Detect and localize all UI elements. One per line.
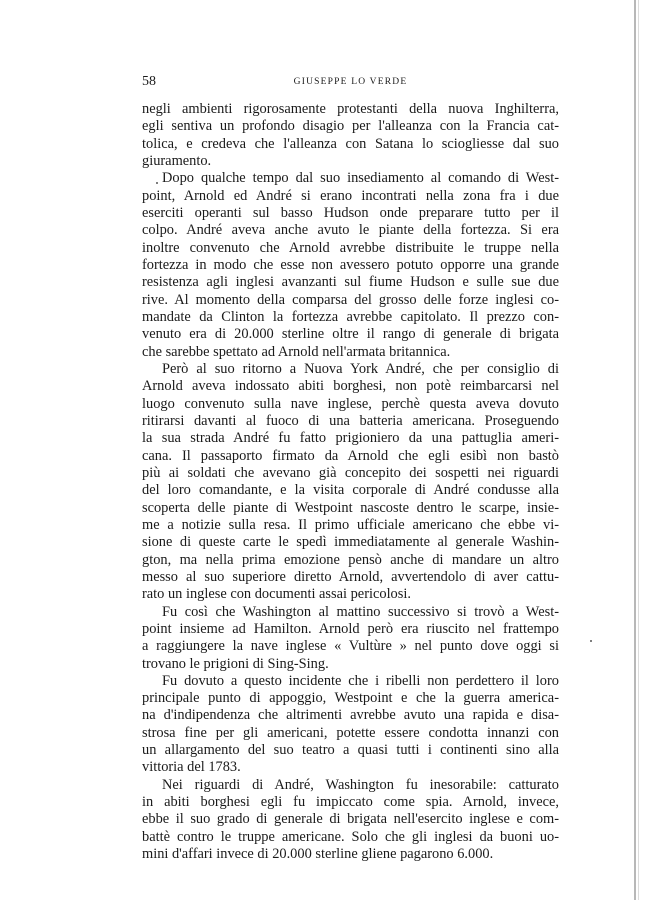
text-line: un allargamento del suo teatro a quasi tutti i continenti sino alla	[142, 742, 559, 759]
text-line: rive. Al momento della comparsa del grosso delle forze inglesi co-	[142, 291, 559, 308]
text-line: ritirarsi davanti al fuoco di una batteria americana. Proseguendo	[142, 412, 559, 429]
text-line: battè contro le truppe americane. Solo che gli inglesi da buoni uo-	[142, 828, 559, 845]
text-line: messo al suo superiore diretto Arnold, avvertendolo di aver cattu-	[142, 568, 559, 585]
text-line: ebbe il suo grado di generale di brigata nell'esercito inglese e com-	[142, 811, 559, 828]
text-line: venuto era di 20.000 sterline oltre il rango di generale di brigata	[142, 326, 559, 343]
text-line: giuramento.	[142, 152, 212, 169]
print-speck	[590, 640, 592, 642]
running-head: GIUSEPPE LO VERDE	[293, 77, 408, 87]
text-line: fortezza in modo che esse non avessero potuto opporre una grande	[142, 256, 559, 273]
page-header	[142, 74, 559, 90]
body-text	[142, 101, 559, 863]
text-line: Fu così che Washington al mattino successivo si trovò a West-	[162, 603, 559, 620]
text-line: del loro comandante, e la visita corporale di André condusse alla	[142, 482, 559, 499]
text-line: la sua strada André fu fatto prigioniero da una pattuglia ameri-	[142, 430, 559, 447]
text-line: mandate da Clinton la fortezza avrebbe capitolato. Il prezzo con-	[142, 308, 559, 325]
text-line: me a notizie sulla resa. Il primo ufficiale americano che ebbe vi-	[142, 516, 559, 533]
text-line: Dopo qualche tempo dal suo insediamento al comando di West-	[162, 170, 559, 187]
text-line: a raggiungere la nave inglese « Vultùre » nel punto dove oggi si	[142, 638, 559, 655]
text-line: point, Arnold ed André si erano incontrati nella zona fra i due	[142, 187, 559, 204]
text-line: che sarebbe spettato ad Arnold nell'armata britannica.	[142, 343, 451, 360]
text-line: in abiti borghesi egli fu impiccato come spia. Arnold, invece,	[142, 794, 559, 811]
text-line: colpo. André aveva anche avuto le piante della fortezza. Si era	[142, 222, 559, 239]
text-line: egli sentiva un profondo disagio per l'alleanza con la Francia cat-	[142, 118, 559, 135]
binding-edge	[634, 0, 636, 900]
text-line: vittoria del 1783.	[142, 759, 241, 776]
text-line: negli ambienti rigorosamente protestanti della nuova Inghilterra,	[142, 101, 559, 117]
text-line: cana. Il passaporto firmato da Arnold che egli esibì non bastò	[142, 447, 559, 464]
text-line: na d'indipendenza che altrimenti avrebbe avuto una rapida e disa-	[142, 707, 559, 724]
text-line: rato un inglese con documenti assai pericolosi.	[142, 586, 411, 603]
text-line: point insieme ad Hamilton. Arnold però era riuscito nel frattempo	[142, 620, 559, 637]
text-line: più ai soldati che avevano già concepito dei sospetti nei riguardi	[142, 464, 559, 481]
text-line: trovano le prigioni di Sing-Sing.	[142, 655, 329, 672]
text-line: sione di queste carte le spedì immediatamente al generale Washin-	[142, 534, 559, 551]
text-line: gton, ma nella prima emozione pensò anche di mandare un altro	[142, 551, 559, 568]
text-line: Fu dovuto a questo incidente che i ribelli non perdettero il loro	[162, 672, 559, 689]
text-line: resistenza agli inglesi avanzanti sul fiume Hudson e sulle sue due	[142, 274, 559, 291]
text-line: eserciti operanti sul basso Hudson onde preparare tutto per il	[142, 204, 559, 221]
text-line: tolica, e credeva che l'alleanza con Satana lo sciogliesse dal suo	[142, 135, 559, 152]
text-line: principale punto di appoggio, Westpoint e che la guerra america-	[142, 690, 559, 707]
text-line: luogo convenuto sulla nave inglese, perchè questa aveva dovuto	[142, 395, 559, 412]
text-line: strosa fine per gli americani, potette essere condotta innanzi con	[142, 724, 559, 741]
text-line: scoperta delle piante di Westpoint nascoste dentro le scarpe, insie-	[142, 499, 559, 516]
text-line: Nei riguardi di André, Washington fu inesorabile: catturato	[162, 776, 559, 793]
text-line: Però al suo ritorno a Nuova York André, che per consiglio di	[162, 360, 559, 377]
text-line: Arnold aveva indossato abiti borghesi, non potè reimbarcarsi nel	[142, 378, 559, 395]
text-line: mini d'affari invece di 20.000 sterline gliene pagarono 6.000.	[142, 846, 494, 863]
page-number: 58	[142, 74, 156, 89]
binding-edge-shadow	[638, 0, 639, 900]
text-line: inoltre convenuto che Arnold avrebbe distribuite le truppe nella	[142, 239, 559, 256]
